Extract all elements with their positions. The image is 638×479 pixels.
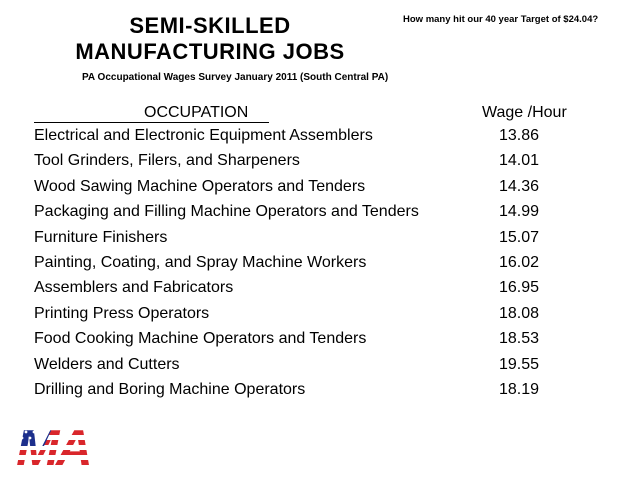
occupation-cell: Electrical and Electronic Equipment Assemblers bbox=[34, 127, 373, 144]
header-occupation: OCCUPATION bbox=[34, 104, 269, 123]
wage-cell: 18.08 bbox=[499, 304, 540, 322]
target-question: How many hit our 40 year Target of $24.04? bbox=[403, 14, 599, 25]
table-header bbox=[34, 104, 594, 124]
occupation-cell: Printing Press Operators bbox=[34, 304, 210, 322]
table-row bbox=[34, 125, 594, 150]
occupation-cell: Tool Grinders, Filers, and Sharpeners bbox=[34, 152, 300, 170]
page-title-line-2: MANUFACTURING JOBS bbox=[75, 39, 345, 64]
wage-cell: 14.01 bbox=[499, 152, 540, 170]
occupation-cell: Wood Sawing Machine Operators and Tenders bbox=[34, 177, 366, 195]
header-wage: Wage /Hour bbox=[482, 104, 567, 121]
wage-cell: 16.95 bbox=[499, 279, 540, 297]
wage-cell: 14.99 bbox=[499, 203, 540, 221]
table-row bbox=[34, 201, 594, 226]
wage-cell: 18.53 bbox=[499, 330, 540, 348]
occupation-cell: Welders and Cutters bbox=[34, 355, 180, 373]
table-row bbox=[34, 328, 594, 353]
wage-cell: 15.07 bbox=[499, 228, 540, 246]
page-title-line-1: SEMI-SKILLED bbox=[129, 13, 291, 38]
table-row bbox=[34, 303, 594, 328]
page-subtitle: PA Occupational Wages Survey January 2011 (South Central PA) bbox=[82, 72, 389, 83]
table-row bbox=[34, 354, 594, 379]
table-row bbox=[34, 176, 594, 201]
occupation-cell: Painting, Coating, and Spray Machine Workers bbox=[34, 253, 367, 271]
ma-logo-icon bbox=[14, 420, 90, 472]
wage-cell: 13.86 bbox=[499, 127, 540, 144]
wage-cell: 14.36 bbox=[499, 177, 540, 195]
wage-cell: 18.19 bbox=[499, 380, 540, 398]
wage-cell: 19.55 bbox=[499, 355, 540, 373]
occupation-cell: Drilling and Boring Machine Operators bbox=[34, 380, 306, 398]
wage-cell: 16.02 bbox=[499, 253, 540, 271]
occupation-cell: Furniture Finishers bbox=[34, 228, 168, 246]
table-row bbox=[34, 379, 594, 404]
table-row bbox=[34, 227, 594, 252]
wage-table bbox=[34, 125, 594, 404]
table-row bbox=[34, 252, 594, 277]
occupation-cell: Food Cooking Machine Operators and Tenders bbox=[34, 330, 367, 348]
table-row bbox=[34, 150, 594, 175]
occupation-cell: Packaging and Filling Machine Operators and Tenders bbox=[34, 203, 419, 221]
occupation-cell: Assemblers and Fabricators bbox=[34, 279, 234, 297]
table-row bbox=[34, 277, 594, 302]
